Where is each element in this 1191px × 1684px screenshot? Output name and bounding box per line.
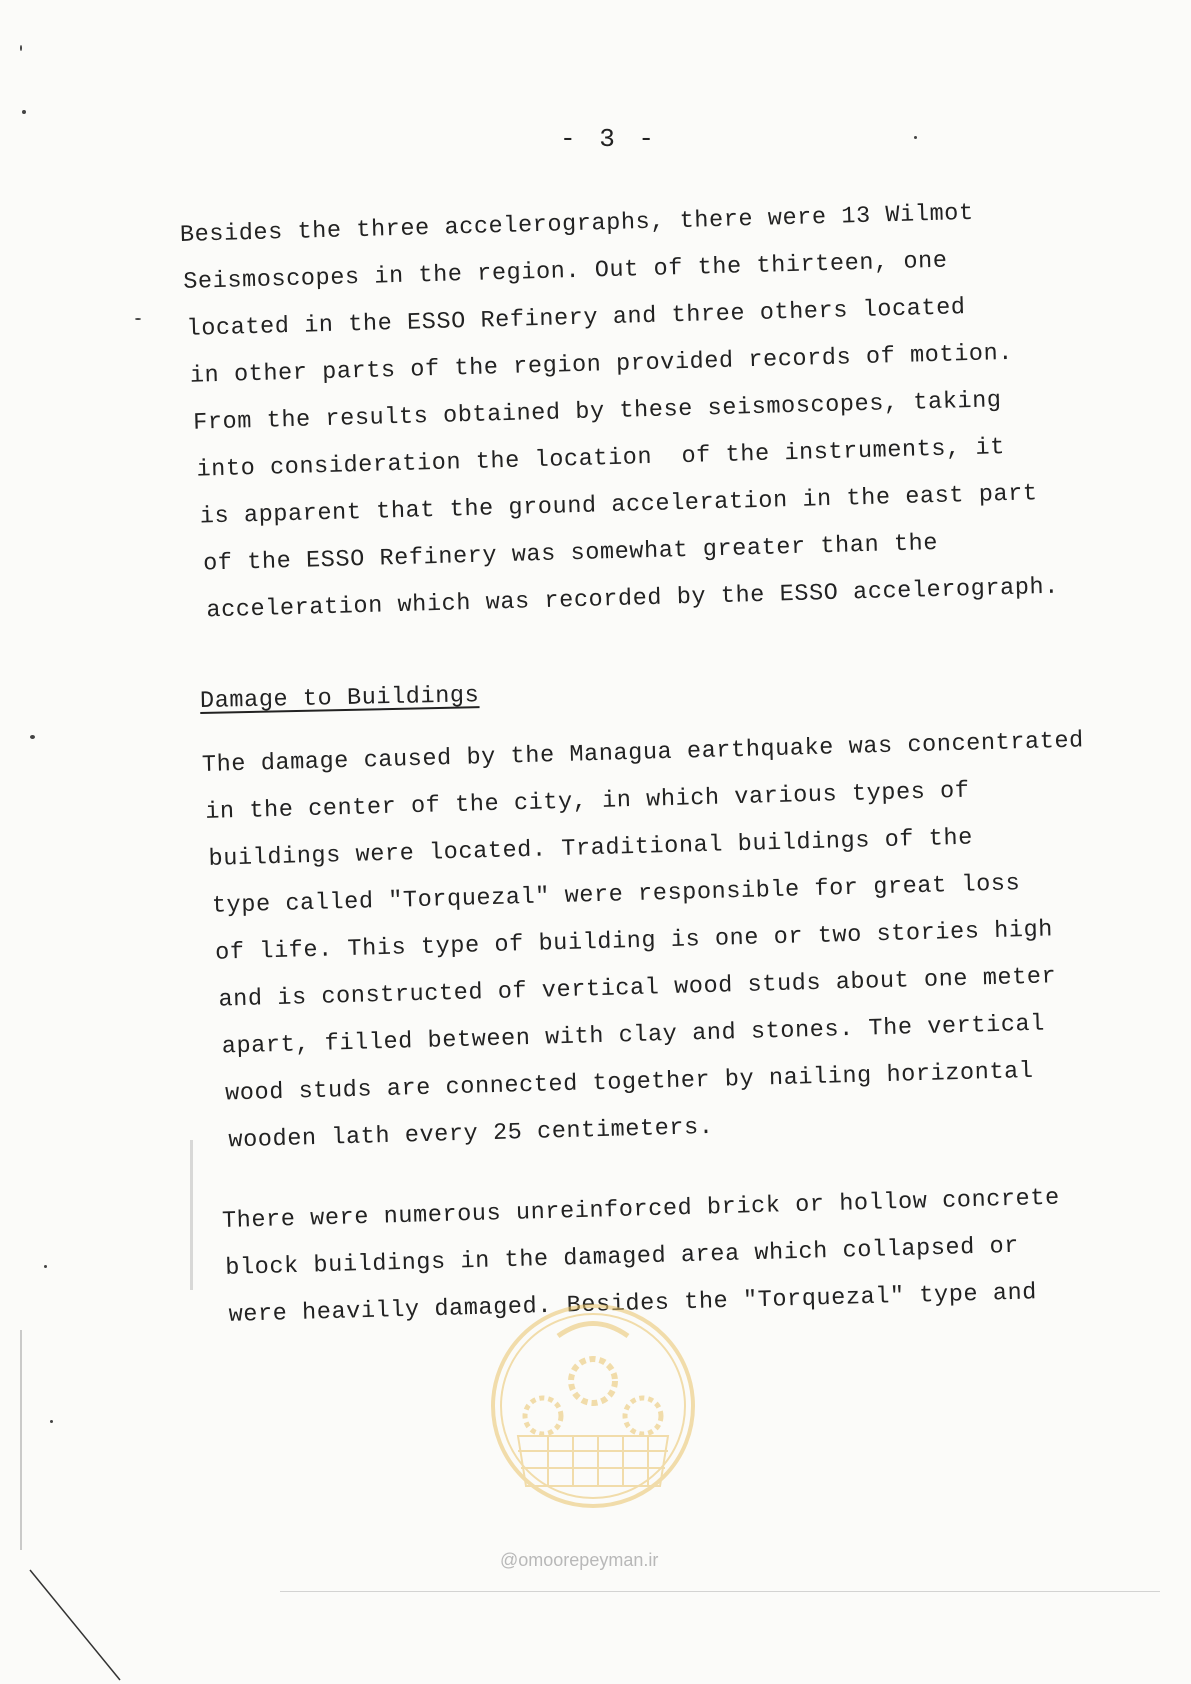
text-line: There were numerous unreinforced brick or hollow concrete [221, 1184, 1061, 1235]
scan-speck [20, 45, 22, 51]
text-line: in other parts of the region provided records of motion. [189, 339, 1014, 390]
text-line: buildings were located. Traditional buildings of the [208, 824, 974, 873]
scan-fold-line [280, 1591, 1160, 1592]
section-heading: Damage to Buildings [199, 682, 480, 715]
watermark-text: @omoorepeyman.ir [500, 1550, 659, 1570]
scan-speck [135, 318, 141, 320]
scan-edge-mark [190, 1140, 193, 1290]
text-line: of the ESSO Refinery was somewhat greater than the [202, 529, 939, 578]
watermark-seal-icon [488, 1296, 698, 1546]
scan-speck [914, 136, 917, 139]
text-line: is apparent that the ground acceleration in the east part [199, 480, 1038, 531]
text-line: acceleration which was recorded by the ESSO accelerograph. [206, 573, 1060, 625]
text-line: The damage caused by the Managua earthquake was concentrated [201, 727, 1085, 779]
text-line: of life. This type of building is one or two stories high [214, 916, 1054, 967]
text-line: type called "Torquezal" were responsible for great loss [211, 870, 1021, 920]
scan-speck [44, 1265, 47, 1268]
scan-speck [30, 735, 35, 739]
text-line: into consideration the location of the instruments, it [196, 434, 1006, 484]
text-line: wood studs are connected together by nailing horizontal [224, 1057, 1034, 1108]
page-number: - 3 - [560, 124, 659, 154]
scan-speck [50, 1420, 53, 1423]
text-line: apart, filled between with clay and stones. The vertical [221, 1010, 1046, 1061]
text-line: block buildings in the damaged area which collapsed or [224, 1232, 1020, 1282]
text-line: located in the ESSO Refinery and three others located [186, 294, 966, 343]
text-line: From the results obtained by these seismoscopes, taking [192, 387, 1002, 437]
text-line: Seismoscopes in the region. Out of the thirteen, one [182, 247, 948, 296]
scan-speck [22, 110, 26, 114]
scan-corner-stroke [20, 1560, 130, 1684]
paragraph-intro [0, 0, 1184, 625]
text-line: and is constructed of vertical wood studs about one meter [218, 963, 1057, 1014]
text-line: Besides the three accelerographs, there were 13 Wilmot [179, 199, 975, 249]
text-line: wooden lath every 25 centimeters. [228, 1113, 714, 1155]
text-line: were heavilly damaged. Besides the "Torquezal" type and [228, 1279, 1038, 1329]
scan-edge-mark [20, 1330, 22, 1550]
text-line: in the center of the city, in which various types of [204, 777, 970, 826]
